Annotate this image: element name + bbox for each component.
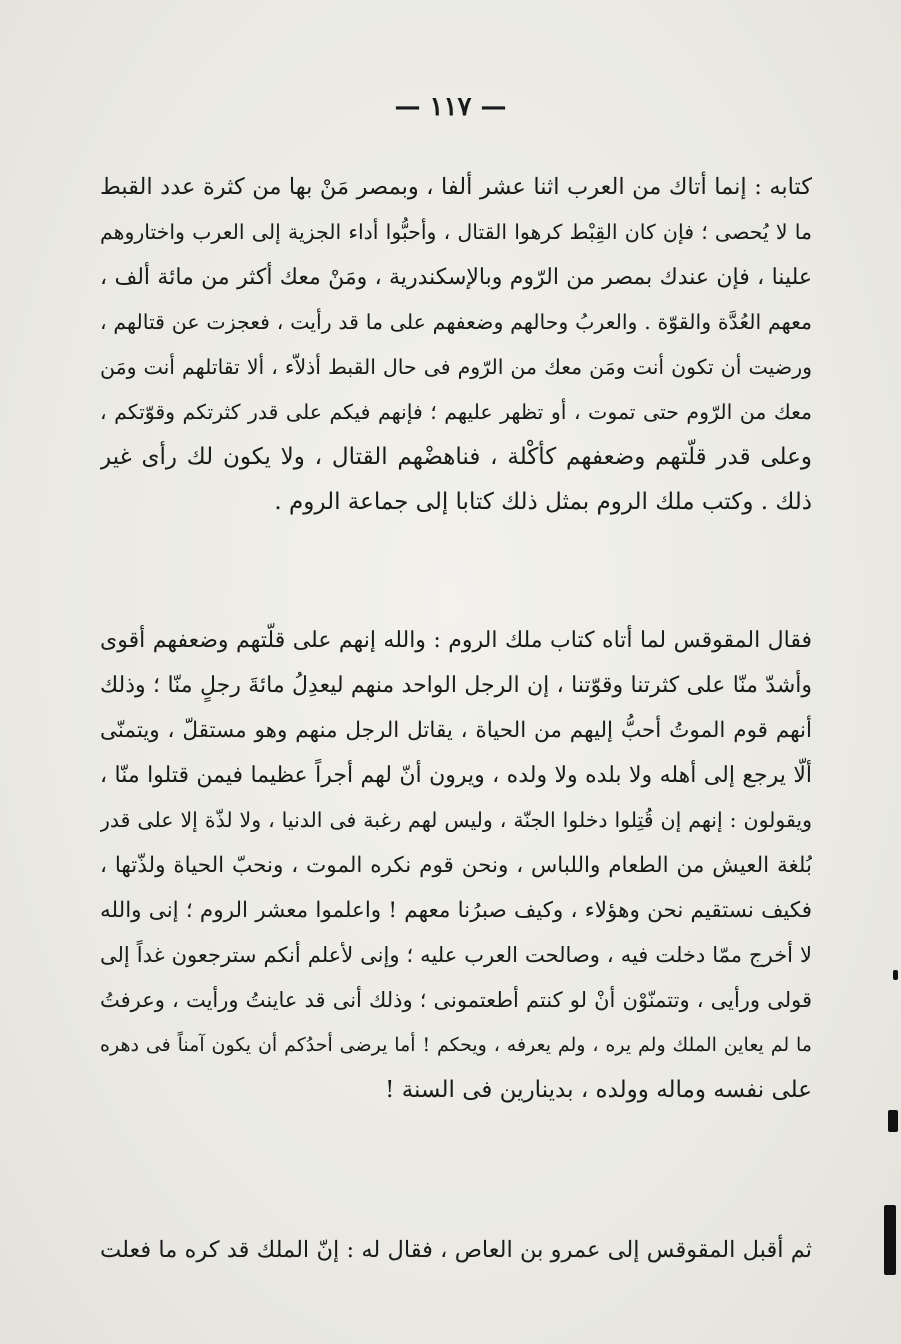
text-line: وأشدّ منّا على كثرتنا وقوّتنا ، إن الرجل الواحد منهم ليعدِلُ مائةَ رجلٍ منّا ؛ وذلك <box>100 673 812 698</box>
text-line: معهم العُدَّة والقوّة . والعربُ وحالهم وضعفهم على ما قد رأيت ، فعجزت عن قتالهم ، <box>100 310 812 334</box>
text-line: علينا ، فإن عندك بمصر من الرّوم وبالإسكندرية ، ومَنْ معك أكثر من مائة ألف ، <box>100 265 812 290</box>
text-line: قولى ورأيى ، وتتمنّوْن أنْ لو كنتم أطعتمونى ؛ وذلك أنى قد عاينتُ ورأيت ، وعرفتُ <box>100 988 812 1012</box>
text-line: بُلغة العيش من الطعام واللباس ، ونحن قوم نكره الموت ، ونحبّ الحياة ولذّتها ، <box>100 853 812 878</box>
text-line: ويقولون : إنهم إن قُتِلوا دخلوا الجنّة ، وليس لهم رغبة فى الدنيا ، ولا لذّة إلا على قدر <box>100 808 812 832</box>
text-line: على نفسه وماله وولده ، بدينارين فى السنة ! <box>385 1077 812 1103</box>
text-line: ألّا يرجع إلى أهله ولا بلده ولا ولده ، ويرون أنّ لهم أجراً عظيما فيمن قتلوا منّا ، <box>100 763 812 788</box>
text-line: وعلى قدر قلّتهم وضعفهم كأكْلة ، فناهضْهم القتال ، ولا يكون لك رأى غير <box>100 444 812 470</box>
text-line: ما لا يُحصى ؛ فإن كان القِبْط كرهوا القتال ، وأحبُّوا أداء الجزية إلى العرب واختاروهم <box>100 220 812 244</box>
page-number: — ١١٧ — <box>394 92 507 122</box>
text-line: ما لم يعاين الملك ولم يره ، ولم يعرفه ، ويحكم ! أما يرضى أحدُكم أن يكون آمناً فى دهره <box>100 1034 812 1056</box>
scan-mark <box>888 1110 898 1132</box>
text-line: فكيف نستقيم نحن وهؤلاء ، وكيف صبرُنا معهم ! واعلموا معشر الروم ؛ إنى والله <box>100 898 812 923</box>
text-line: لا أخرج ممّا دخلت فيه ، وصالحت العرب عليه ؛ وإنى لأعلم أنكم سترجعون غداً إلى <box>100 943 812 967</box>
paragraph-3 <box>100 1228 812 1273</box>
text-line: كتابه : إنما أتاك من العرب اثنا عشر ألفا ، وبمصر مَنْ بها من كثرة عدد القبط <box>100 174 812 200</box>
text-line: فقال المقوقس لما أتاه كتاب ملك الروم : والله إنهم على قلّتهم وضعفهم أقوى <box>100 628 812 653</box>
text-line: ورضيت أن تكون أنت ومَن معك من الرّوم فى حال القبط أذلاّء ، ألا تقاتلهم أنت ومَن <box>100 355 812 379</box>
paragraph-1 <box>100 165 812 525</box>
scan-mark <box>884 1205 896 1275</box>
text-line: معك من الرّوم حتى تموت ، أو تظهر عليهم ؛ فإنهم فيكم على قدر كثرتكم وقوّتكم ، <box>100 400 812 424</box>
paragraph-2 <box>100 618 812 1113</box>
text-line: أنهم قوم الموتُ أحبُّ إليهم من الحياة ، يقاتل الرجل منهم وهو مستقلّ ، ويتمنّى <box>100 718 812 743</box>
text-line: ذلك . وكتب ملك الروم بمثل ذلك كتابا إلى جماعة الروم . <box>274 489 812 515</box>
scan-mark <box>893 970 898 980</box>
text-line: ثم أقبل المقوقس إلى عمرو بن العاص ، فقال له : إنّ الملك قد كره ما فعلت <box>100 1237 812 1263</box>
